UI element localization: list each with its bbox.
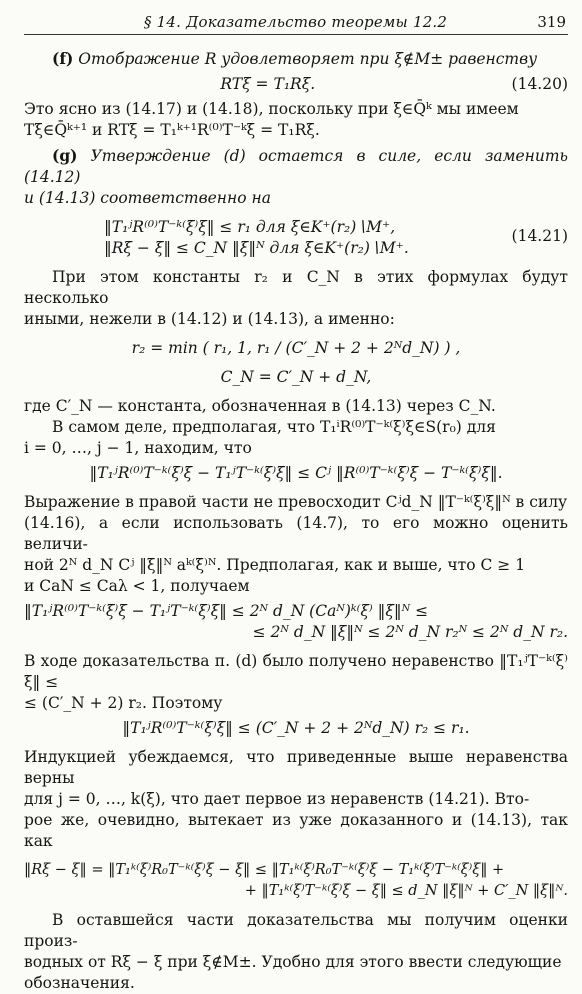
paragraph-f-proof-2: Tξ∈Q̄ᵏ⁺¹ и RTξ = T₁ᵏ⁺¹R⁽⁰⁾T⁻ᵏξ = T₁Rξ. xyxy=(24,121,320,139)
equation-14-21-line1 xyxy=(24,217,568,238)
running-head: § 14. Доказательство теоремы 12.2 xyxy=(144,13,448,31)
equation-14-20 xyxy=(24,74,568,95)
page-body xyxy=(24,48,568,994)
item-g-statement xyxy=(24,145,568,188)
equation-14-21-text-2: ‖Rξ − ξ‖ ≤ C_N ‖ξ‖ᴺ для ξ∈K⁺(r₂)∖M⁺. xyxy=(104,239,409,257)
paragraph-end-3: обозначения. xyxy=(24,974,135,992)
equation-14-20-body: RTξ = T₁Rξ. xyxy=(220,75,316,93)
equation-chain-line2: ≤ 2ᴺ d_N ‖ξ‖ᴺ ≤ 2ᴺ d_N r₂ᴺ ≤ 2ᴺ d_N r₂. xyxy=(252,623,568,641)
paragraph-where: где C′_N — константа, обозначенная в (14.13) через C_N. xyxy=(24,397,496,415)
equation-last-line2: + ‖T₁ᵏ⁽ξ⁾T⁻ᵏ⁽ξ⁾ξ − ξ‖ ≤ d_N ‖ξ‖ᴺ + C′_N ‖ξ‖ᴺ. xyxy=(244,883,568,899)
paragraph-induction-2: для j = 0, …, k(ξ), что дает первое из неравенств (14.21). Вто- xyxy=(24,790,530,808)
equation-final: ‖T₁ʲR⁽⁰⁾T⁻ᵏ⁽ξ⁾ξ‖ ≤ (C′_N + 2 + 2ᴺd_N) r₂ ≤ r₁. xyxy=(122,719,470,737)
page-number: 319 xyxy=(537,13,566,31)
item-f-statement xyxy=(24,48,568,70)
paragraph-constants-2: иными, нежели в (14.12) и (14.13), а именно: xyxy=(24,310,395,328)
paragraph-induction-1: Индукцией убеждаемся, что приведенные выше неравенства верны xyxy=(24,748,568,787)
paragraph-constants-1: При этом константы r₂ и C_N в этих формулах будут несколько xyxy=(24,268,568,307)
paragraph-d-2: ≤ (C′_N + 2) r₂. Поэтому xyxy=(24,694,223,712)
item-g-text: Утверждение (d) остается в силе, если заменить (14.12) xyxy=(24,147,568,186)
page-header xyxy=(24,12,568,35)
paragraph-end-2: водных от Rξ − ξ при ξ∉M±. Удобно для этого ввести следующие xyxy=(24,953,562,971)
item-g-statement-cont: и (14.13) соответственно на xyxy=(24,189,271,207)
paragraph-bound-4: и CaN ≤ Caλ < 1, получаем xyxy=(24,577,250,595)
paragraph-bound-1: Выражение в правой части не превосходит Cʲd_N ‖T⁻ᵏ⁽ξ⁾ξ‖ᴺ в силу xyxy=(24,493,568,511)
equation-chain-line1: ‖T₁ʲR⁽⁰⁾T⁻ᵏ⁽ξ⁾ξ − T₁ʲT⁻ᵏ⁽ξ⁾ξ‖ ≤ 2ᴺ d_N (Caᴺ)ᵏ⁽ξ⁾ ‖ξ‖ᴺ ≤ xyxy=(24,602,429,620)
equation-number: (14.20) xyxy=(511,75,568,93)
equation-14-21-text-1: ‖T₁ʲR⁽⁰⁾T⁻ᵏ⁽ξ⁾ξ‖ ≤ r₁ для ξ∈K⁺(r₂)∖M⁺, xyxy=(104,218,396,236)
paragraph-d-1: В ходе доказательства п. (d) было получено неравенство ‖T₁ʲT⁻ᵏ⁽ξ⁾ξ‖ ≤ xyxy=(24,652,568,691)
paragraph-bound-2: (14.16), а если использовать (14.7), то его можно оценить величи- xyxy=(24,514,568,553)
paragraph-indeed-2: i = 0, …, j − 1, находим, что xyxy=(24,439,252,457)
paragraph-bound-3: ной 2ᴺ d_N Cʲ ‖ξ‖ᴺ aᵏ⁽ξ⁾ᴺ. Предполагая, как и выше, что C ≥ 1 xyxy=(24,556,526,574)
paragraph-indeed-1: В самом деле, предполагая, что T₁ⁱR⁽⁰⁾T⁻ᵏ⁽ξ⁾ξ∈S(r₀) для xyxy=(52,418,496,436)
equation-number: (14.21) xyxy=(511,227,568,245)
equation-r2: r₂ = min ( r₁, 1, r₁ / (C′_N + 2 + 2ᴺd_N) ) , xyxy=(131,339,461,357)
equation-last-line1: ‖Rξ − ξ‖ = ‖T₁ᵏ⁽ξ⁾R₀T⁻ᵏ⁽ξ⁾ξ − ξ‖ ≤ ‖T₁ᵏ⁽ξ⁾R₀T⁻ᵏ⁽ξ⁾ξ − T₁ᵏ⁽ξ⁾T⁻ᵏ⁽ξ⁾ξ‖ + xyxy=(24,862,505,878)
item-f-label: (f) xyxy=(52,49,74,68)
item-f-text: Отображение R удовлетворяет при ξ∉M± равенству xyxy=(78,50,538,68)
equation-difference: ‖T₁ʲR⁽⁰⁾T⁻ᵏ⁽ξ⁾ξ − T₁ʲT⁻ᵏ⁽ξ⁾ξ‖ ≤ Cʲ ‖R⁽⁰⁾T⁻ᵏ⁽ξ⁾ξ − T⁻ᵏ⁽ξ⁾ξ‖. xyxy=(89,464,503,482)
equation-cn: C_N = C′_N + d_N, xyxy=(220,368,372,386)
paragraph-f-proof-1: Это ясно из (14.17) и (14.18), поскольку при ξ∈Q̄ᵏ мы имеем xyxy=(24,100,519,118)
item-g-label: (g) xyxy=(52,146,78,165)
paragraph-end-1: В оставшейся части доказательства мы получим оценки произ- xyxy=(24,911,568,950)
paragraph-induction-3: рое же, очевидно, вытекает из уже доказанного и (14.13), так как xyxy=(24,811,568,850)
